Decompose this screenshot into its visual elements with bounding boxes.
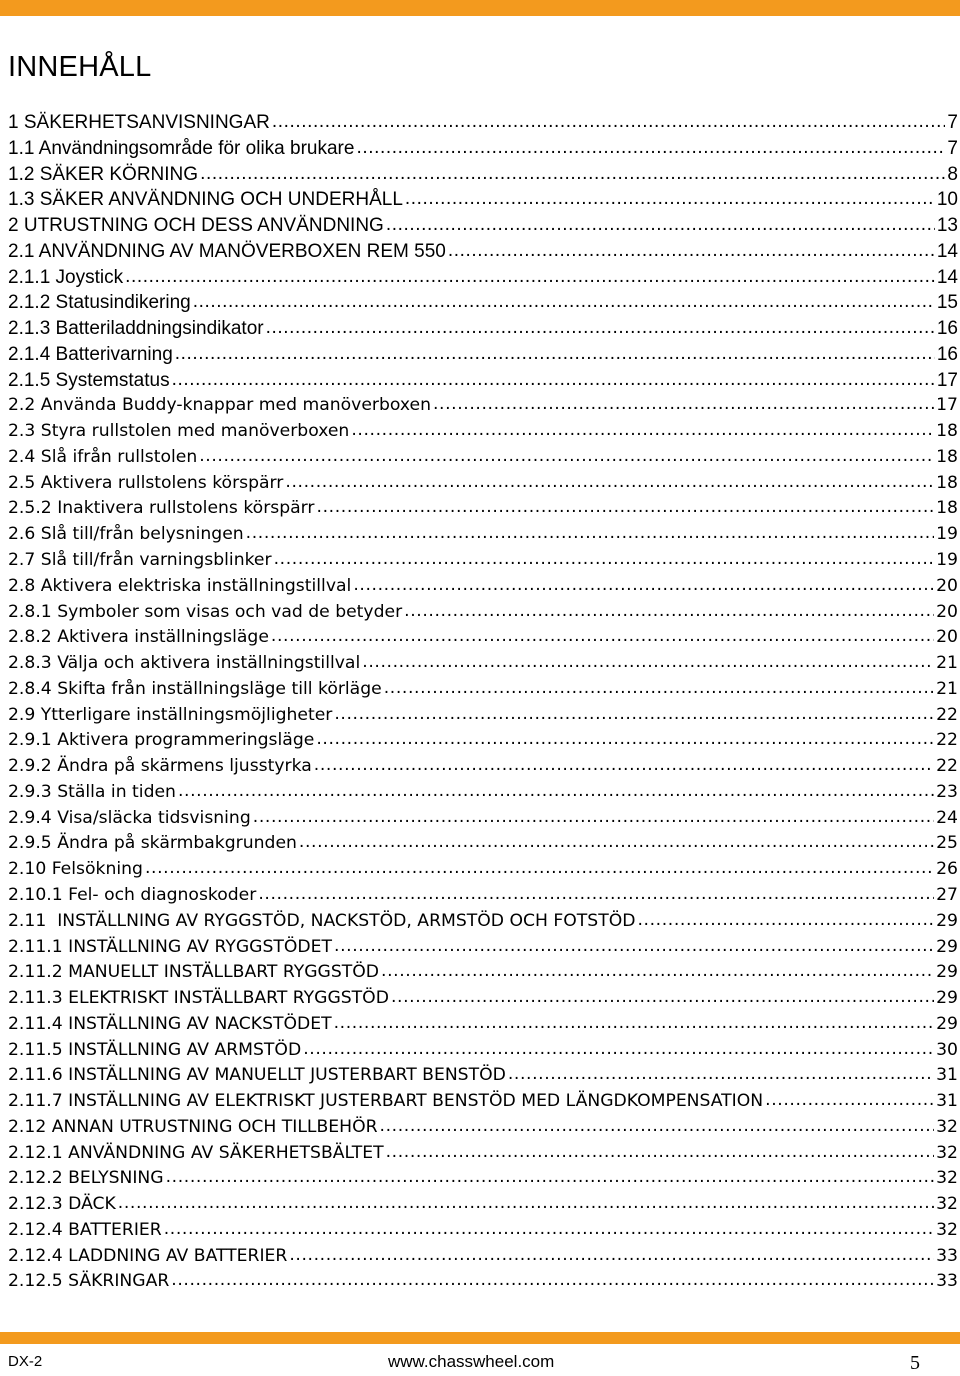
toc-entry-label: 2.12 ANNAN UTRUSTNING OCH TILLBEHÖR bbox=[8, 1116, 378, 1137]
toc-entry-label: 2.11.1 INSTÄLLNING AV RYGGSTÖDET bbox=[8, 936, 332, 957]
toc-leader-dots bbox=[289, 1243, 934, 1269]
footer-accent-bar bbox=[0, 1332, 960, 1344]
toc-entry-label: 2.12.3 DÄCK bbox=[8, 1194, 116, 1215]
toc-leader-dots bbox=[316, 727, 934, 753]
toc-entry[interactable] bbox=[8, 1244, 958, 1270]
toc-entry-label: 2.9.2 Ändra på skärmens ljusstyrka bbox=[8, 756, 312, 777]
toc-entry-page: 8 bbox=[947, 163, 958, 185]
toc-entry-page: 24 bbox=[936, 807, 958, 828]
toc-entry-page: 14 bbox=[936, 240, 958, 262]
toc-entry[interactable] bbox=[8, 239, 958, 265]
toc-entry[interactable] bbox=[8, 857, 958, 883]
toc-entry-page: 31 bbox=[936, 1091, 958, 1112]
toc-entry-label: 1.3 SÄKER ANVÄNDNING OCH UNDERHÅLL bbox=[8, 189, 403, 211]
toc-entry-label: 2.1.3 Batteriladdningsindikator bbox=[8, 318, 264, 340]
toc-entry[interactable] bbox=[8, 187, 958, 213]
toc-entry-label: 2.11 INSTÄLLNING AV RYGGSTÖD, NACKSTÖD, ARMSTÖD OCH FOTSTÖD bbox=[8, 910, 636, 931]
toc-leader-dots bbox=[125, 264, 935, 290]
toc-entry-page: 22 bbox=[936, 756, 958, 777]
toc-leader-dots bbox=[334, 702, 934, 728]
toc-leader-dots bbox=[178, 779, 934, 805]
toc-entry[interactable] bbox=[8, 548, 958, 574]
toc-entry-page: 16 bbox=[936, 318, 958, 340]
toc-entry[interactable] bbox=[8, 574, 958, 600]
table-of-contents bbox=[8, 110, 958, 1295]
toc-leader-dots bbox=[258, 882, 934, 908]
toc-leader-dots bbox=[384, 676, 934, 702]
toc-entry-page: 16 bbox=[936, 343, 958, 365]
toc-entry-label: 2.10.1 Fel- och diagnoskoder bbox=[8, 884, 257, 905]
toc-entry[interactable] bbox=[8, 162, 958, 188]
toc-entry-page: 26 bbox=[936, 859, 958, 880]
toc-leader-dots bbox=[314, 753, 934, 779]
toc-entry-page: 21 bbox=[936, 653, 958, 674]
toc-entry-label: 2.1.2 Statusindikering bbox=[8, 292, 191, 314]
toc-entry[interactable] bbox=[8, 600, 958, 626]
toc-entry[interactable] bbox=[8, 213, 958, 239]
toc-entry-label: 2.11.7 INSTÄLLNING AV ELEKTRISKT JUSTERBART BENSTÖD MED LÄNGDKOMPENSATION bbox=[8, 1091, 764, 1112]
toc-entry[interactable] bbox=[8, 754, 958, 780]
toc-entry[interactable] bbox=[8, 651, 958, 677]
toc-leader-dots bbox=[386, 1140, 935, 1166]
toc-entry-label: 1 SÄKERHETSANVISNINGAR bbox=[8, 112, 270, 133]
toc-entry[interactable] bbox=[8, 883, 958, 909]
toc-entry-label: 2.11.2 MANUELLT INSTÄLLBART RYGGSTÖD bbox=[8, 962, 380, 983]
toc-leader-dots bbox=[199, 444, 934, 470]
toc-entry-page: 18 bbox=[936, 446, 958, 467]
toc-entry[interactable] bbox=[8, 471, 958, 497]
toc-entry-label: 2.8.4 Skifta från inställningsläge till körläge bbox=[8, 678, 382, 699]
toc-entry-label: 2.8 Aktivera elektriska inställningstillval bbox=[8, 575, 352, 596]
toc-leader-dots bbox=[404, 599, 934, 625]
toc-entry[interactable] bbox=[8, 136, 958, 162]
toc-entry-page: 23 bbox=[936, 781, 958, 802]
toc-entry-label: 2 UTRUSTNING OCH DESS ANVÄNDNING bbox=[8, 215, 384, 237]
toc-leader-dots bbox=[272, 109, 946, 135]
toc-entry-page: 29 bbox=[936, 910, 958, 931]
toc-entry[interactable] bbox=[8, 368, 958, 394]
toc-leader-dots bbox=[386, 212, 935, 238]
page-title: INNEHÅLL bbox=[8, 51, 152, 83]
toc-entry-page: 20 bbox=[936, 601, 958, 622]
toc-entry[interactable] bbox=[8, 342, 958, 368]
toc-entry[interactable] bbox=[8, 265, 958, 291]
toc-leader-dots bbox=[299, 830, 934, 856]
toc-entry-page: 20 bbox=[936, 575, 958, 596]
toc-entry-label: 2.11.4 INSTÄLLNING AV NACKSTÖDET bbox=[8, 1013, 332, 1034]
toc-entry[interactable] bbox=[8, 831, 958, 857]
toc-leader-dots bbox=[171, 1268, 934, 1294]
toc-entry-label: 2.5.2 Inaktivera rullstolens körspärr bbox=[8, 498, 315, 519]
toc-entry-page: 32 bbox=[936, 1194, 958, 1215]
toc-entry-label: 2.12.4 LADDNING AV BATTERIER bbox=[8, 1245, 288, 1266]
toc-entry-label: 2.9.3 Ställa in tiden bbox=[8, 781, 176, 802]
toc-leader-dots bbox=[166, 1165, 935, 1191]
toc-entry-label: 2.4 Slå ifrån rullstolen bbox=[8, 446, 198, 467]
toc-entry-label: 2.8.3 Välja och aktivera inställningstillval bbox=[8, 653, 361, 674]
toc-entry-page: 29 bbox=[936, 962, 958, 983]
toc-leader-dots bbox=[285, 470, 934, 496]
toc-entry-page: 15 bbox=[936, 292, 958, 314]
toc-entry[interactable] bbox=[8, 1038, 958, 1064]
toc-leader-dots bbox=[175, 341, 935, 367]
toc-entry-label: 2.2 Använda Buddy-knappar med manöverboxen bbox=[8, 395, 431, 416]
toc-entry-page: 32 bbox=[936, 1168, 958, 1189]
toc-entry-label: 2.12.4 BATTERIER bbox=[8, 1219, 162, 1240]
toc-entry[interactable] bbox=[8, 677, 958, 703]
toc-entry[interactable] bbox=[8, 780, 958, 806]
toc-entry[interactable] bbox=[8, 909, 958, 935]
toc-entry-page: 21 bbox=[936, 678, 958, 699]
toc-entry[interactable] bbox=[8, 1012, 958, 1038]
toc-entry[interactable] bbox=[8, 935, 958, 961]
toc-entry[interactable] bbox=[8, 522, 958, 548]
toc-entry-label: 2.9.1 Aktivera programmeringsläge bbox=[8, 730, 315, 751]
toc-leader-dots bbox=[246, 521, 934, 547]
toc-entry-page: 22 bbox=[936, 730, 958, 751]
toc-leader-dots bbox=[118, 1191, 934, 1217]
toc-entry-label: 2.12.1 ANVÄNDNING AV SÄKERHETSBÄLTET bbox=[8, 1142, 384, 1163]
toc-leader-dots bbox=[253, 805, 934, 831]
toc-leader-dots bbox=[164, 1217, 934, 1243]
toc-entry-page: 10 bbox=[936, 189, 958, 211]
toc-entry-label: 2.8.1 Symboler som visas och vad de betyder bbox=[8, 601, 403, 622]
toc-leader-dots bbox=[271, 624, 934, 650]
toc-entry[interactable] bbox=[8, 290, 958, 316]
toc-leader-dots bbox=[381, 959, 934, 985]
toc-leader-dots bbox=[274, 547, 935, 573]
toc-entry[interactable] bbox=[8, 1089, 958, 1115]
toc-leader-dots bbox=[353, 573, 934, 599]
toc-entry[interactable] bbox=[8, 393, 958, 419]
toc-leader-dots bbox=[145, 856, 934, 882]
toc-leader-dots bbox=[765, 1088, 934, 1114]
toc-entry-page: 7 bbox=[947, 137, 958, 159]
footer-model: DX-2 bbox=[8, 1353, 43, 1370]
toc-entry-label: 2.10 Felsökning bbox=[8, 859, 143, 880]
toc-entry[interactable] bbox=[8, 110, 958, 136]
toc-entry[interactable] bbox=[8, 728, 958, 754]
toc-leader-dots bbox=[433, 392, 934, 418]
toc-entry-label: 2.9.5 Ändra på skärmbakgrunden bbox=[8, 833, 297, 854]
toc-leader-dots bbox=[266, 315, 935, 341]
toc-entry-page: 29 bbox=[936, 988, 958, 1009]
toc-entry[interactable] bbox=[8, 419, 958, 445]
toc-entry-label: 2.1 ANVÄNDNING AV MANÖVERBOXEN REM 550 bbox=[8, 240, 446, 262]
toc-entry-label: 2.1.5 Systemstatus bbox=[8, 369, 170, 391]
toc-entry-label: 2.6 Slå till/från belysningen bbox=[8, 524, 244, 545]
toc-entry[interactable] bbox=[8, 1115, 958, 1141]
toc-entry[interactable] bbox=[8, 625, 958, 651]
toc-entry[interactable] bbox=[8, 496, 958, 522]
toc-leader-dots bbox=[193, 289, 935, 315]
toc-entry-page: 29 bbox=[936, 1013, 958, 1034]
header-accent-bar bbox=[0, 0, 960, 16]
toc-leader-dots bbox=[200, 161, 945, 187]
toc-entry-label: 2.9.4 Visa/släcka tidsvisning bbox=[8, 807, 251, 828]
toc-leader-dots bbox=[448, 238, 935, 264]
toc-leader-dots bbox=[172, 367, 935, 393]
toc-entry-page: 32 bbox=[936, 1116, 958, 1137]
toc-entry[interactable] bbox=[8, 960, 958, 986]
toc-entry-page: 25 bbox=[936, 833, 958, 854]
toc-entry-label: 2.1.1 Joystick bbox=[8, 266, 124, 288]
toc-entry[interactable] bbox=[8, 445, 958, 471]
toc-entry-label: 2.1.4 Batterivarning bbox=[8, 343, 173, 365]
toc-entry-page: 7 bbox=[947, 112, 958, 133]
toc-entry-page: 32 bbox=[936, 1219, 958, 1240]
toc-entry-page: 31 bbox=[936, 1065, 958, 1086]
toc-entry-page: 14 bbox=[936, 266, 958, 288]
toc-entry-label: 2.7 Slå till/från varningsblinker bbox=[8, 550, 272, 571]
toc-leader-dots bbox=[356, 135, 945, 161]
toc-entry-page: 20 bbox=[936, 627, 958, 648]
toc-entry[interactable] bbox=[8, 806, 958, 832]
toc-entry-label: 2.9 Ytterligare inställningsmöjligheter bbox=[8, 704, 333, 725]
toc-entry-page: 30 bbox=[936, 1039, 958, 1060]
toc-entry-page: 19 bbox=[936, 550, 958, 571]
toc-entry-page: 19 bbox=[936, 524, 958, 545]
toc-leader-dots bbox=[391, 985, 934, 1011]
toc-entry-label: 1.2 SÄKER KÖRNING bbox=[8, 163, 199, 185]
toc-leader-dots bbox=[351, 418, 934, 444]
toc-entry[interactable] bbox=[8, 703, 958, 729]
toc-entry-label: 2.11.6 INSTÄLLNING AV MANUELLT JUSTERBART BENSTÖD bbox=[8, 1065, 506, 1086]
page-number: 5 bbox=[910, 1352, 920, 1374]
toc-leader-dots bbox=[380, 1114, 935, 1140]
toc-leader-dots bbox=[303, 1037, 934, 1063]
toc-entry[interactable] bbox=[8, 1192, 958, 1218]
toc-entry-label: 2.5 Aktivera rullstolens körspärr bbox=[8, 472, 284, 493]
toc-entry-label: 2.8.2 Aktivera inställningsläge bbox=[8, 627, 269, 648]
toc-entry-page: 29 bbox=[936, 936, 958, 957]
toc-entry[interactable] bbox=[8, 1166, 958, 1192]
toc-entry-label: 2.11.3 ELEKTRISKT INSTÄLLBART RYGGSTÖD bbox=[8, 988, 389, 1009]
toc-leader-dots bbox=[334, 934, 934, 960]
toc-entry[interactable] bbox=[8, 1218, 958, 1244]
toc-entry-page: 17 bbox=[936, 369, 958, 391]
toc-leader-dots bbox=[317, 495, 935, 521]
toc-leader-dots bbox=[637, 908, 934, 934]
toc-entry-page: 32 bbox=[936, 1142, 958, 1163]
toc-entry[interactable] bbox=[8, 1063, 958, 1089]
toc-entry-page: 18 bbox=[936, 421, 958, 442]
toc-entry-page: 22 bbox=[936, 704, 958, 725]
toc-entry-page: 18 bbox=[936, 498, 958, 519]
toc-entry-label: 1.1 Användningsområde för olika brukare bbox=[8, 137, 355, 159]
toc-entry[interactable] bbox=[8, 986, 958, 1012]
toc-entry-label: 2.11.5 INSTÄLLNING AV ARMSTÖD bbox=[8, 1039, 302, 1060]
toc-leader-dots bbox=[362, 650, 934, 676]
toc-entry-label: 2.12.5 SÄKRINGAR bbox=[8, 1271, 170, 1292]
toc-leader-dots bbox=[334, 1011, 935, 1037]
toc-entry-page: 17 bbox=[936, 395, 958, 416]
toc-entry[interactable] bbox=[8, 316, 958, 342]
toc-leader-dots bbox=[508, 1062, 934, 1088]
toc-entry-page: 33 bbox=[936, 1271, 958, 1292]
toc-entry-page: 33 bbox=[936, 1245, 958, 1266]
toc-entry-label: 2.3 Styra rullstolen med manöverboxen bbox=[8, 421, 350, 442]
toc-entry[interactable] bbox=[8, 1141, 958, 1167]
toc-entry-page: 18 bbox=[936, 472, 958, 493]
toc-entry-page: 27 bbox=[936, 884, 958, 905]
toc-leader-dots bbox=[405, 186, 935, 212]
toc-entry-label: 2.12.2 BELYSNING bbox=[8, 1168, 164, 1189]
toc-entry-page: 13 bbox=[936, 215, 958, 237]
toc-entry[interactable] bbox=[8, 1269, 958, 1295]
footer-website-link[interactable]: www.chasswheel.com bbox=[388, 1352, 555, 1371]
